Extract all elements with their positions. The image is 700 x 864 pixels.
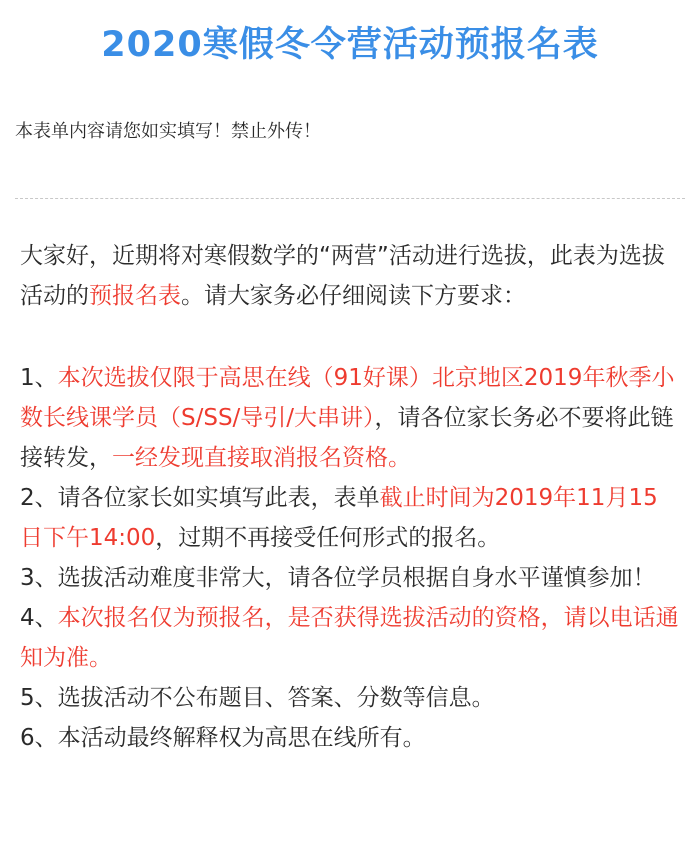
rule-4: [20, 598, 680, 678]
rule-1: [20, 358, 680, 478]
rule-2-text: 2、请各位家长如实填写此表，表单: [20, 485, 380, 511]
paragraph-spacer: [20, 316, 680, 358]
rule-1-text: ，请各位家长务必不要将此链接转发，: [20, 405, 674, 471]
form-title: 2020寒假冬令营活动预报名表: [101, 25, 599, 65]
dashed-divider: [15, 198, 685, 199]
intro-text: 大家好，近期将对寒假数学的“两营”活动进行选拔，此表为选拔活动的: [20, 243, 665, 309]
intro-paragraph: [20, 236, 680, 316]
rule-4-number: 4、: [20, 605, 58, 631]
rule-6: 6、本活动最终解释权为高思在线所有。: [20, 725, 426, 751]
rule-2: [20, 478, 680, 558]
intro-highlight: 预报名表: [89, 283, 181, 309]
rule-3: 3、选拔活动难度非常大，请各位学员根据自身水平谨慎参加！: [20, 565, 656, 591]
intro-text-end: 。请大家务必仔细阅读下方要求：: [181, 283, 526, 309]
rule-5: 5、选拔活动不公布题目、答案、分数等信息。: [20, 685, 495, 711]
rule-2-text-end: ，过期不再接受任何形式的报名。: [155, 525, 501, 551]
rule-4-highlight: 本次报名仅为预报名，是否获得选拔活动的资格，请以电话通知为准。: [20, 605, 679, 671]
rule-2-deadline: 截止时间为2019年11月15日下午14:00: [20, 485, 658, 551]
rule-1-highlight: 本次选拔仅限于高思在线（91好课）北京地区2019年秋季小数长线课学员（S/SS/导引/大串讲）: [20, 365, 675, 431]
rule-1-number: 1、: [20, 365, 58, 391]
rule-1-warning: 一经发现直接取消报名资格。: [112, 445, 411, 471]
form-description: 本表单内容请您如实填写！禁止外传！: [15, 121, 321, 142]
form-content: [20, 236, 680, 758]
